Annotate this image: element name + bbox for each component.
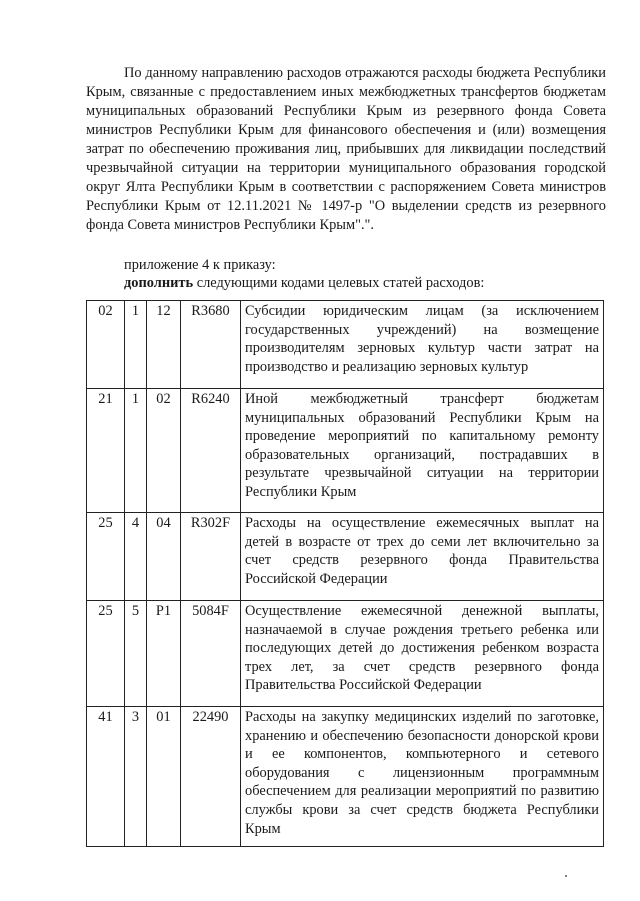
program-code-cell: 25 — [87, 601, 125, 707]
expense-description-cell: Расходы на закупку медицинских изделий по заготовке, хранению и обеспечению безопасности донорской крови и ее компонентов, компьютерного и сетевого оборудования с лицензионным программным обеспечением для реализации мероприятий по развитию службы крови за счет средств бюджета Республики Крым — [241, 707, 604, 847]
event-code-cell: 01 — [147, 707, 181, 847]
program-code-cell: 25 — [87, 513, 125, 601]
event-code-cell: 12 — [147, 301, 181, 389]
target-codes-table — [86, 300, 604, 847]
program-code-cell: 21 — [87, 389, 125, 513]
appendix-block — [124, 256, 594, 292]
expense-code-cell: 22490 — [181, 707, 241, 847]
table-row — [87, 301, 604, 389]
event-code-cell: 02 — [147, 389, 181, 513]
expense-code-cell: R302F — [181, 513, 241, 601]
event-code-cell: 04 — [147, 513, 181, 601]
table-row — [87, 513, 604, 601]
expense-code-cell: R6240 — [181, 389, 241, 513]
intro-paragraph-block — [86, 64, 606, 235]
subprogram-code-cell: 5 — [125, 601, 147, 707]
appendix-instruction — [124, 274, 594, 292]
appendix-instruction-rest: следующими кодами целевых статей расходов: — [193, 275, 485, 291]
expense-code-cell: 5084F — [181, 601, 241, 707]
expense-code-cell: R3680 — [181, 301, 241, 389]
expense-description-cell: Иной межбюджетный трансферт бюджетам муниципальных образований Республики Крым на проведение мероприятий по капитальному ремонту образовательных организаций, пострадавших в результате чрезвычайной ситуации на территории Республики Крым — [241, 389, 604, 513]
program-code-cell: 02 — [87, 301, 125, 389]
table-row — [87, 707, 604, 847]
subprogram-code-cell: 3 — [125, 707, 147, 847]
table-row — [87, 601, 604, 707]
program-code-cell: 41 — [87, 707, 125, 847]
subprogram-code-cell: 1 — [125, 389, 147, 513]
appendix-reference: приложение 4 к приказу: — [124, 257, 276, 273]
event-code-cell: P1 — [147, 601, 181, 707]
expense-description-cell: Осуществление ежемесячной денежной выплаты, назначаемой в случае рождения третьего ребенка или последующих детей до достижения ребенком возраста трех лет, за счет средств резервного фонда Правительства Российской Федерации — [241, 601, 604, 707]
subprogram-code-cell: 4 — [125, 513, 147, 601]
intro-paragraph: По данному направлению расходов отражаются расходы бюджета Республики Крым, связанные с предоставлением иных межбюджетных трансфертов бюджетам муниципальных образований Республики Крым из резервного фонда Совета министров Республики Крым для финансового обеспечения и (или) возмещения затрат по обеспечению проживания лиц, прибывших для ликвидации последствий чрезвычайной ситуации на территории муниципального образования городской округ Ялта Республики Крым в соответствии с распоряжением Совета министров Республики Крым от 12.11.2021 № 1497-р "О выделении средств из резервного фонда Совета министров Республики Крым".". — [86, 65, 606, 233]
expense-description-cell: Расходы на осуществление ежемесячных выплат на детей в возрасте от трех до семи лет включительно за счет средств резервного фонда Правительства Российской Федерации — [241, 513, 604, 601]
appendix-action: дополнить — [124, 275, 194, 291]
subprogram-code-cell: 1 — [125, 301, 147, 389]
scan-speck — [565, 875, 567, 877]
table-row — [87, 389, 604, 513]
expense-description-cell: Субсидии юридическим лицам (за исключением государственных учреждений) на возмещение производителям зерновых культур части затрат на производство и реализацию зерновых культур — [241, 301, 604, 389]
